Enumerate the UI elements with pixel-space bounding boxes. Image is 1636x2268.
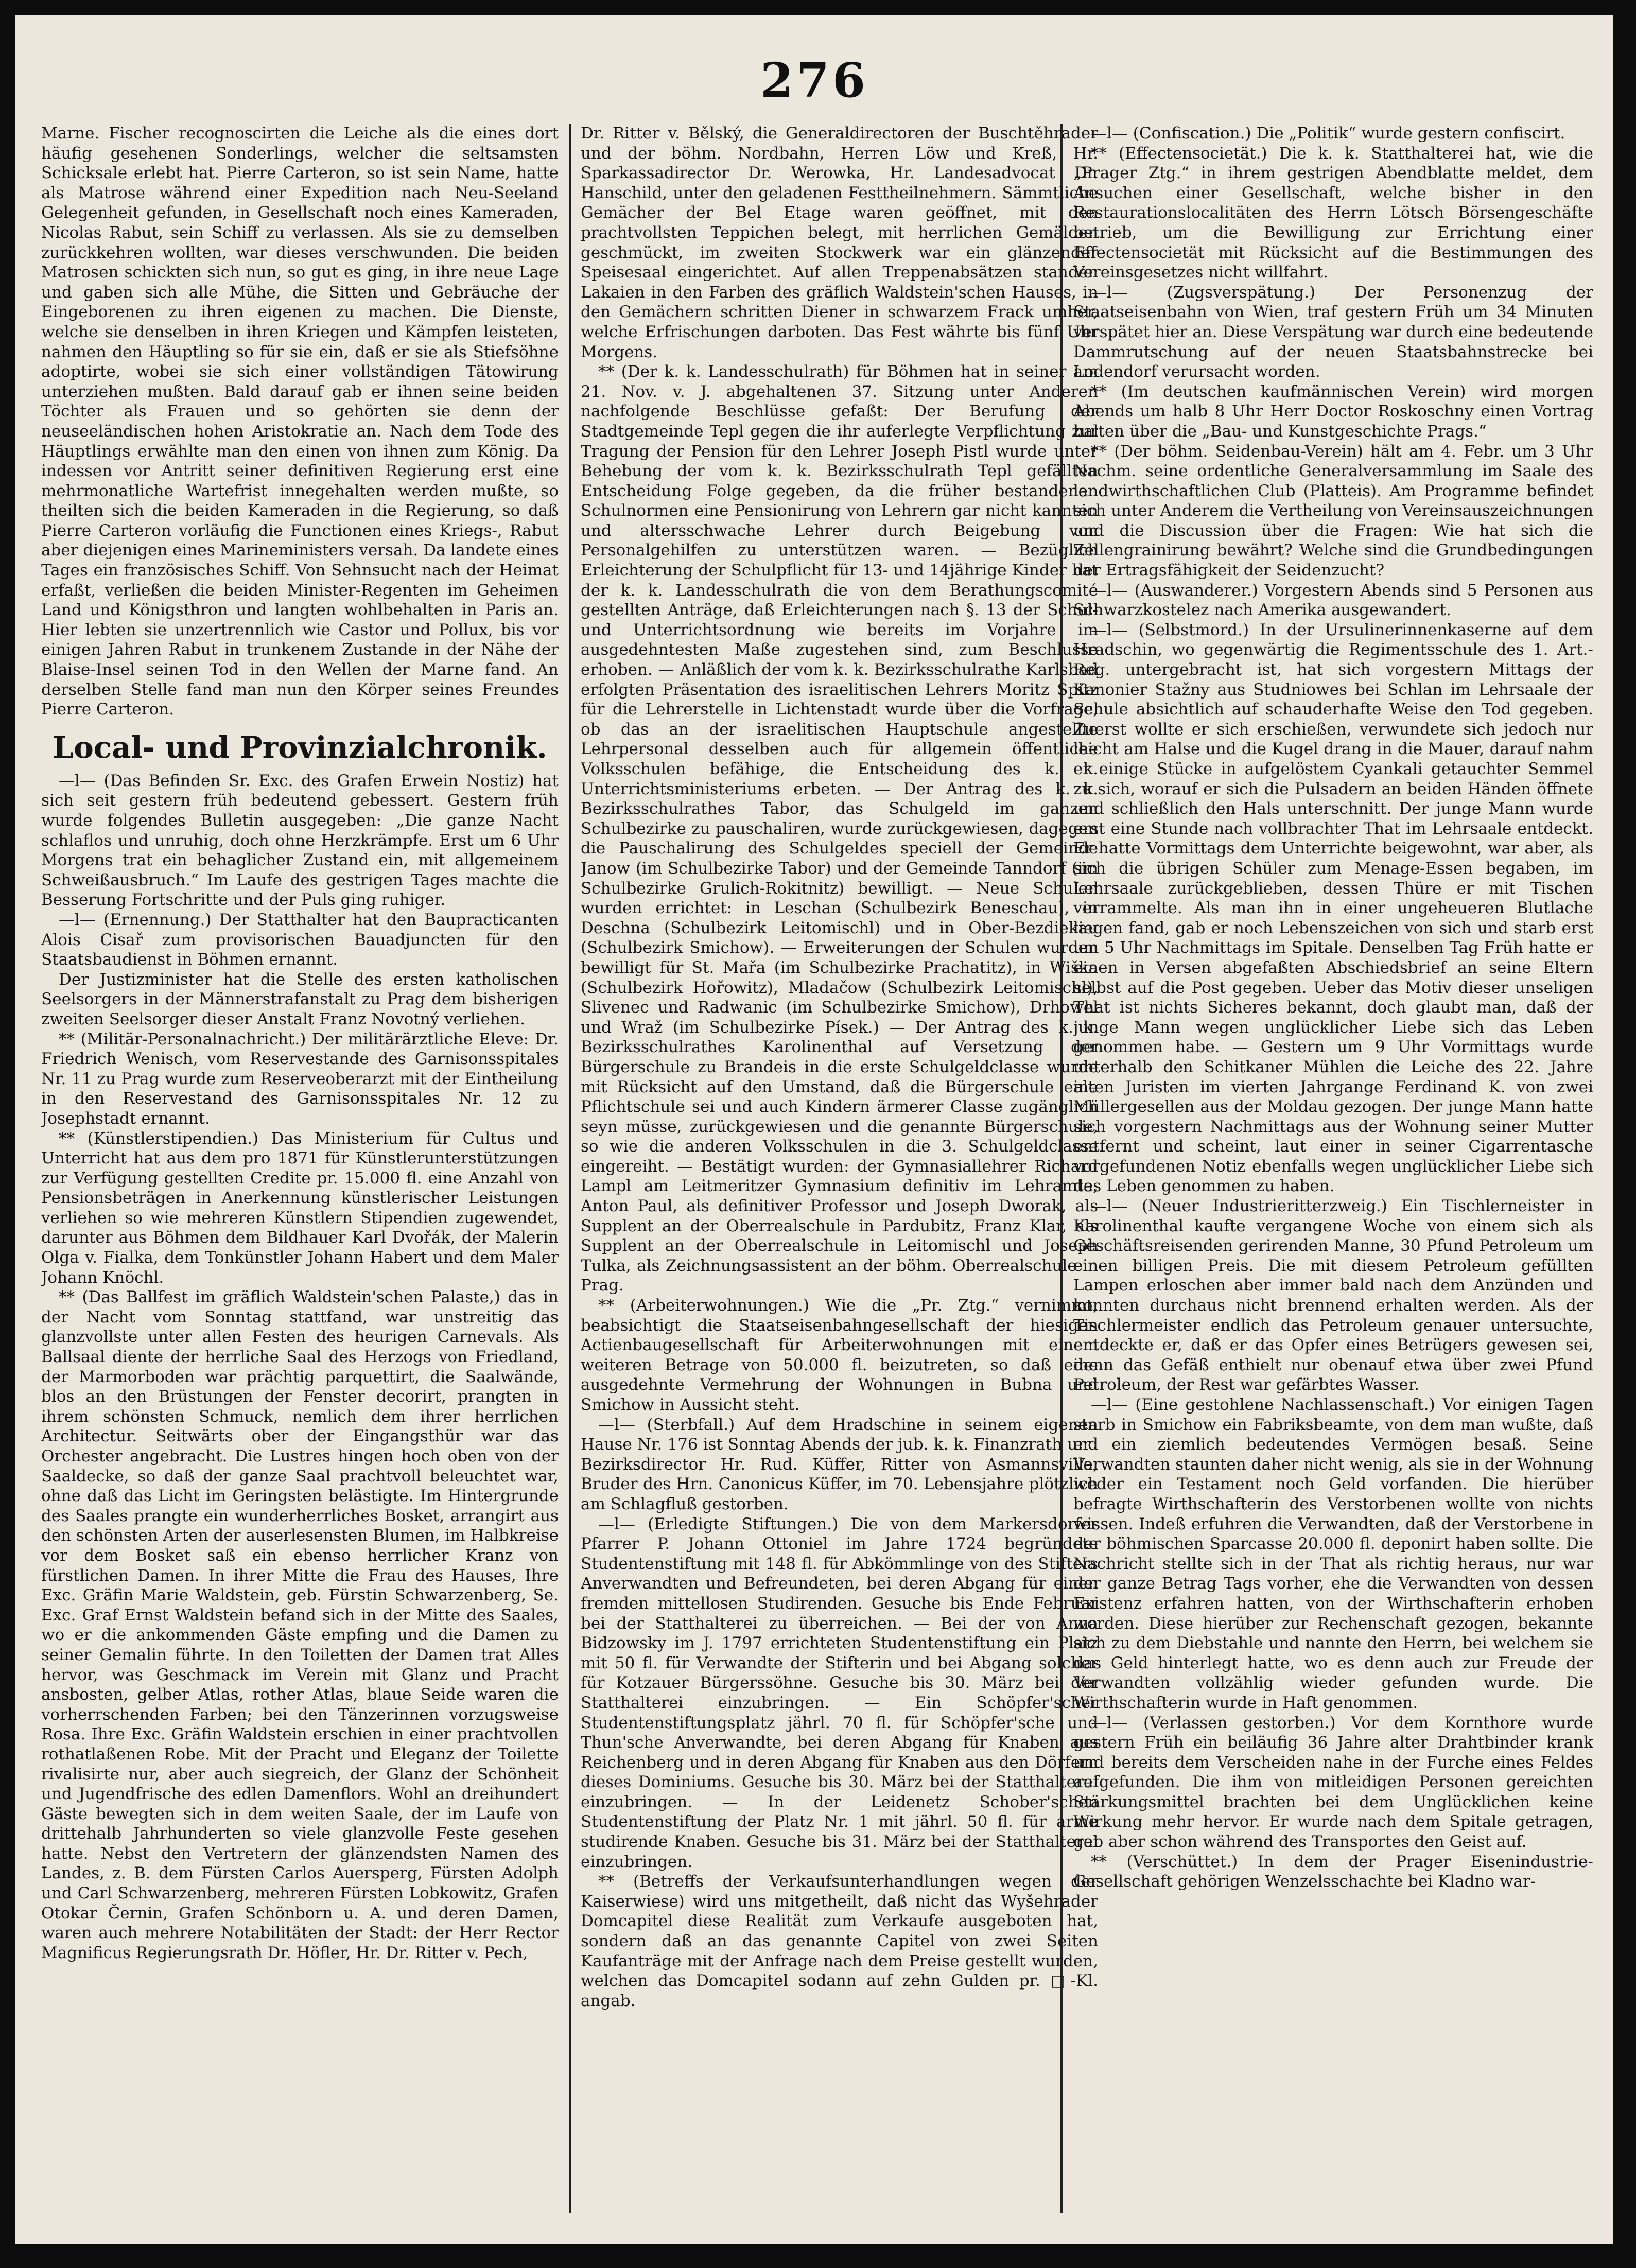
news-item-justice-minister: Der Justizminister hat die Stelle des ersten katholischen Seelsorgers in der Männerstrafanstalt zu Prag dem bisherigen zweiten Seelsorger dieser Anstalt Franz Novotný verliehen.: [41, 970, 559, 1028]
news-item-silk-society: ** (Der böhm. Seidenbau-Verein) hält am 4. Febr. um 3 Uhr Nachm. seine ordentliche Generalversammlung im Saale des landwirthschaftlichen Club (Platteis). Am Programme befindet sich unter Anderem die Vertheilung von Vereinsauszeichnungen und die Discussion über die Fragen: Wie hat sich die Zellengrainirung bewährt? Welche sind die Grundbedingungen der Ertragsfähigkeit der Seidenzucht?: [1073, 442, 1593, 580]
news-item-died-abandoned: —l— (Verlassen gestorben.) Vor dem Kornthore wurde gestern Früh ein beiläufig 36 Jahre alter Drahtbinder krank und bereits dem Verscheiden nahe in der Furche eines Feldes aufgefunden. Die ihm von mitleidigen Personen gereichten Stärkungsmittel brachten bei dem Unglücklichen keine Wirkung mehr hervor. Er wurde nach dem Spitale getragen, gab aber schon während des Transportes den Geist auf.: [1073, 1713, 1593, 1852]
news-item-emigrants: —l— (Auswanderer.) Vorgestern Abends sind 5 Personen aus Schwarzkostelez nach Amerika ausgewandert.: [1073, 581, 1593, 620]
news-item-kaiserwiese: ** (Betreffs der Verkaufsunterhandlungen wegen der Kaiserwiese) wird uns mitgetheilt, daß nicht das Wyšehrader Domcapitel diese Realität zum Verkaufe ausgeboten hat, sondern daß an das genannte Capitel von zwei Seiten Kaufanträge mit der Anfrage nach dem Preise gestellt wurden, welchen das Domcapitel sodann auf zehn Gulden pr. □-Kl. angab.: [581, 1872, 1098, 2010]
news-item-ball-waldstein: ** (Das Ballfest im gräflich Waldstein'schen Palaste,) das in der Nacht vom Sonntag stattfand, war unstreitig das glanzvollste unter allen Festen des heurigen Carnevals. Als Ballsaal diente der herrliche Saal des Herzogs von Friedland, der Marmorboden war prächtig parquettirt, die Saalwände, blos an den Brüstungen der Fenster decorirt, prangten in ihrem schönsten Schmuck, nemlich dem ihrer herrlichen Architectur. Seitwärts ober der Eingangsthür war das Orchester angebracht. Die Lustres hingen hoch oben von der Saaldecke, so daß der ganze Saal prachtvoll beleuchtet war, ohne daß das Licht im Geringsten belästigte. Im Hintergrunde des Saales prangte ein wunderherrliches Bosket, arrangirt aus den schönsten Arten der auserlesensten Blumen, im Halbkreise vor dem Bosket saß ein ebenso herrlicher Kranz von fürstlichen Damen. In ihrer Mitte die Frau des Hauses, Ihre Exc. Gräfin Marie Waldstein, geb. Fürstin Schwarzenberg, Se. Exc. Graf Ernst Waldstein befand sich in der Mitte des Saales, wo er die ankommenden Gäste empfing und die Damen zu seiner Gemalin führte. In den Toiletten der Damen trat Alles hervor, was Geschmack im Verein mit Glanz und Pracht ansbosten, gelber Atlas, rother Atlas, blaue Seide waren die vorherrschenden Farben; bei den Tänzerinnen vorzugsweise Rosa. Ihre Exc. Gräfin Waldstein erschien in einer prachtvollen rothatlaßenen Robe. Mit der Pracht und Eleganz der Toilette rivalisirte nur, aber auch siegreich, der Glanz der Schönheit und Jugendfrische des edlen Damenflors. Wohl an dreihundert Gäste bewegten sich in dem weiten Saale, der im Laufe von drittehalb Jahrhunderten so viele glanzvolle Feste gesehen hatte. Nebst den Vertretern der glänzendsten Namen des Landes, z. B. dem Fürsten Carlos Auersperg, Fürsten Adolph und Carl Schwarzenberg, mehreren Fürsten Lobkowitz, Grafen Otokar Černin, Grafen Schönborn u. A. und deren Damen, waren auch mehrere Notabilitäten der Stadt: der Herr Rector Magnificus Regierungsrath Dr. Höfler, Hr. Dr. Ritter v. Pech,: [41, 1288, 559, 1962]
news-item-death: —l— (Sterbfall.) Auf dem Hradschine in seinem eigenen Hause Nr. 176 ist Sonntag Abends der jub. k. k. Finanzrath und Bezirksdirector Hr. Rud. Küffer, Ritter von Asmannsvilla, Bruder des Hrn. Canonicus Küffer, im 70. Lebensjahre plötzlich am Schlagfluß gestorben.: [581, 1415, 1098, 1513]
news-item-confiscation: —l— (Confiscation.) Die „Politik“ wurde gestern confiscirt.: [1091, 124, 1565, 143]
column-rule-left: [569, 124, 571, 2213]
news-item-military-personnel: ** (Militär-Personalnachricht.) Der militärärztliche Eleve: Dr. Friedrich Wenisch, vom Reservestande des Garnisonsspitales Nr. 11 zu Prag wurde zum Reserveoberarzt mit der Eintheilung in den Reservestand des Garnisonsspitales Nr. 12 zu Josephstadt ernannt.: [41, 1030, 559, 1128]
news-item-stolen-estate: —l— (Eine gestohlene Nachlassenschaft.) Vor einigen Tagen starb in Smichow ein Fabriksbeamte, von dem man wußte, daß er ein ziemlich bedeutendes Vermögen besaß. Seine Verwandten staunten daher nicht wenig, als sie in der Wohnung weder ein Testament noch Geld vorfanden. Die hierüber befragte Wirthschafterin des Verstorbenen wollte von nichts wissen. Indeß erfuhren die Verwandten, daß der Verstorbene in der böhmischen Sparcasse 20.000 fl. deponirt haben sollte. Die Nachricht stellte sich in der That als richtig heraus, nur war der ganze Betrag Tags vorher, ehe die Verwandten von dessen Existenz erfahren hatten, von der Wirthschafterin erhoben worden. Diese hierüber zur Rechenschaft gezogen, bekannte sich zu dem Diebstahle und nannte den Herrn, bei welchem sie das Geld hinterlegt hatte, wo es denn auch zur Freude der Verwandten vollzählig wieder gefunden wurde. Die Wirthschafterin wurde in Haft genommen.: [1073, 1395, 1593, 1712]
news-item-fraud: —l— (Neuer Industrieritterzweig.) Ein Tischlerneister in Karolinenthal kaufte vergangene Woche von einem sich als Geschäftsreisenden gerirenden Manne, 30 Pfund Petroleum um einen billigen Preis. Die mit diesem Petroleum gefüllten Lampen erloschen aber immer bald nach dem Anzünden und konnten durchaus nicht brennend erhalten werden. Als der Tischlermeister endlich das Petroleum genauer untersuchte, entdeckte er, daß er das Opfer eines Betrügers gewesen sei, denn das Gefäß enthielt nur obenauf etwa über zwei Pfund Petroleum, der Rest war gefärbtes Wasser.: [1073, 1197, 1593, 1394]
section-heading: Local- und Provinzialchronik.: [53, 729, 547, 765]
news-item-count-nostiz: —l— (Das Befinden Sr. Exc. des Grafen Erwein Nostiz) hat sich seit gestern früh bedeutend gebessert. Gestern früh wurde folgendes Bulletin ausgegeben: „Die ganze Nacht schlaflos und unruhig, doch ohne Herzkrämpfe. Erst um 6 Uhr Morgens trat ein behaglicher Zustand ein, mit allgemeinem Schweißausbruch.“ Im Laufe des gestrigen Tages machte die Besserung Fortschritte und der Puls ging ruhiger.: [41, 771, 559, 910]
news-item-worker-housing: ** (Arbeiterwohnungen.) Wie die „Pr. Ztg.“ vernimmt, beabsichtigt die Staatseisenbahngesellschaft der hiesigen Actienbaugesellschaft für Arbeiterwohnungen mit einem weiteren Betrage von 50.000 fl. beizutreten, so daß eine ausgedehnte Vermehrung der Wohnungen in Bubna und Smichow in Aussicht steht.: [581, 1296, 1098, 1414]
news-item-foundations: —l— (Erledigte Stiftungen.) Die von dem Markersdorfer Pfarrer P. Johann Ottoniel im Jahre 1724 begründete Studentenstiftung mit 148 fl. für Abkömmlinge von des Stifters Anverwandten und Befreundeten, bei deren Abgang für einen fremden mittellosen Studirenden. Gesuche bis Ende Februar bei der Statthalterei zu überreichen. — Bei der von Anna Bidzowsky im J. 1797 errichteten Studentenstiftung ein Platz mit 50 fl. für Verwandte der Stifterin und bei Abgang solcher für Kotzauer Bürgerssöhne. Gesuche bis 30. März bei der Statthalterei einzubringen. — Ein Schöpfer'scher Studentenstiftungsplatz jährl. 70 fl. für Schöpfer'sche und Thun'sche Anverwandte, bei deren Abgang für Knaben aus Reichenberg und in deren Abgang für Knaben aus den Dörfern dieses Dominiums. Gesuche bis 30. März bei der Statthalterei einzubringen. — In der Leidenetz Schober'schen Studentenstiftung der Platz Nr. 1 mit jährl. 50 fl. für arme studirende Knaben. Gesuche bis 31. März bei der Statthalterei einzubringen.: [581, 1514, 1098, 1871]
column-1: [41, 124, 559, 2213]
news-item-train-delay: —l— (Zugsverspätung.) Der Personenzug der Staatseisenbahn von Wien, traf gestern Früh um 34 Minuten verspätet hier an. Diese Verspätung war durch eine bedeutende Dammrutschung auf der neuen Staatsbahnstrecke bei Lodendorf verursacht worden.: [1073, 283, 1593, 381]
column-3: [1073, 124, 1593, 2213]
news-item-effects-society: ** (Effectensocietät.) Die k. k. Statthalterei hat, wie die „Prager Ztg.“ in ihrem gestrigen Abendblatte meldet, dem Ansuchen einer Gesellschaft, welche bisher in den Restaurationslocalitäten des Herrn Lötsch Börsengeschäfte betrieb, um die Bewilligung zur Errichtung einer Effectensocietät mit Rücksicht auf die Bestimmungen des Vereinsgesetzes nicht willfahrt.: [1073, 144, 1593, 282]
news-item-artist-stipends: ** (Künstlerstipendien.) Das Ministerium für Cultus und Unterricht hat aus dem pro 1871 für Künstlerunterstützungen zur Verfügung gestellten Credite pr. 15.000 fl. eine Anzahl von Pensionsbeträgen in Anerkennung künstlerischer Leistungen verliehen so wie mehreren Künstlern Stipendien zugewendet, darunter aus Böhmen dem Bildhauer Karl Dvořák, der Malerin Olga v. Fialka, dem Tonkünstler Johann Habert und dem Maler Johann Knöchl.: [41, 1129, 559, 1287]
column-2: [581, 124, 1098, 2213]
news-item-appointment: —l— (Ernennung.) Der Statthalter hat den Baupracticanten Alois Cisař zum provisorischen Bauadjuncten für den Staatsbaudienst in Böhmen ernannt.: [41, 910, 559, 969]
news-item-suicide: —l— (Selbstmord.) In der Ursulinerinnenkaserne auf dem Hradschin, wo gegenwärtig die Regimentsschule des 1. Art.-Reg. untergebracht ist, hat sich vorgestern Mittags der Kanonier Stažny aus Studniowes bei Schlan im Lehrsaale der Schule absichtlich auf schauderhafte Weise den Tod gegeben. Zuerst wollte er sich erschießen, verwundete sich jedoch nur leicht am Halse und die Kugel drang in die Mauer, darauf nahm er einige Stücke in aufgelöstem Cyankali getauchter Semmel zu sich, worauf er sich die Pulsadern an beiden Händen öffnete und schließlich den Hals unterschnitt. Der junge Mann wurde erst eine Stunde nach vollbrachter That im Lehrsaale entdeckt. Er hatte Vormittags dem Unterrichte beigewohnt, war aber, als sich die übrigen Schüler zum Menage-Essen begaben, im Lehrsaale zurückgeblieben, dessen Thüre er mit Tischen verrammelte. Als man ihn in einer ungeheueren Blutlache liegen fand, gab er noch Lebenszeichen von sich und starb erst um 5 Uhr Nachmittags im Spitale. Denselben Tag Früh hatte er einen in Versen abgefaßten Abschiedsbrief an seine Eltern selbst auf die Post gegeben. Ueber das Motiv dieser unseligen That ist nichts Sicheres bekannt, doch glaubt man, daß der junge Mann wegen unglücklicher Liebe sich das Leben genommen habe. — Gestern um 9 Uhr Vormittags wurde unterhalb den Schitkaner Mühlen die Leiche des 22. Jahre alten Juristen im vierten Jahrgange Ferdinand K. von zwei Müllergesellen aus der Moldau gezogen. Der junge Mann hatte sich vorgestern Nachmittags aus der Wohnung seiner Mutter entfernt und scheint, laut einer in seiner Cigarrentasche vorgefundenen Notiz ebenfalls wegen unglücklicher Liebe sich das Leben genommen zu haben.: [1073, 620, 1593, 1196]
news-item-school-council: ** (Der k. k. Landesschulrath) für Böhmen hat in seiner am 21. Nov. v. J. abgehaltenen 37. Sitzung unter Anderen nachfolgende Beschlüsse gefaßt: Der Berufung der Stadtgemeinde Tepl gegen die ihr auferlegte Verpflichtung zur Tragung der Pension für den Lehrer Joseph Pistl wurde unter Behebung der vom k. k. Bezirksschulrath Tepl gefällten Entscheidung Folge gegeben, da die früher bestandenen Schulnormen eine Pensionirung von Lehrern gar nicht kannten und altersschwache Lehrer durch Beigebung von Personalgehilfen zu unterstützen waren. — Bezüglich Erleichterung der Schulpflicht für 13- und 14jährige Kinder hat der k. k. Landesschulrath die von dem Berathungscomité gestellten Anträge, daß Erleichterungen nach §. 13 der Schul- und Unterrichtsordnung wie bereits im Vorjahre im ausgedehntesten Maße zugestehen sind, zum Beschlusse erhoben. — Anläßlich der vom k. k. Bezirksschulrathe Karlsbad erfolgten Präsentation des israelitischen Lehrers Moritz Spitz für die Lehrerstelle in Lichtenstadt wurde über die Vorfrage, ob das an der israelitischen Hauptschule angestellte Lehrpersonal desselben auch für allgemein öffentliche Volksschulen befähige, die Entscheidung des k. k. Unterrichtsministeriums erbeten. — Der Antrag des k. k. Bezirksschulrathes Tabor, das Schulgeld im ganzen Schulbezirke zu pauschaliren, wurde zurückgewiesen, dagegen die Pauschalirung des Schulgeldes speciell der Gemeinde Janow (im Schulbezirke Tabor) und der Gemeinde Tanndorf (im Schulbezirke Grulich-Rokitnitz) bewilligt. — Neue Schulen wurden errichtet: in Leschan (Schulbezirk Beneschau), in Deschna (Schulbezirk Leitomischl) und in Ober-Bezdiekau (Schulbezirk Smichow). — Erweiterungen der Schulen wurden bewilligt für St. Mařa (im Schulbezirke Prachatitz), in Wiška (Schulbezirk Hořowitz), Mladačow (Schulbezirk Leitomischl), Slivenec und Radwanic (im Schulbezirke Smichow), Drhowel und Wraž (im Schulbezirke Písek.) — Der Antrag des k. k. Bezirksschulrathes Karolinenthal auf Versetzung der Bürgerschule zu Brandeis in die erste Schulgeldclasse wurde mit Rücksicht auf den Umstand, daß die Bürgerschule eine Pflichtschule sei und auch Kindern ärmerer Classe zugänglich seyn müsse, zurückgewiesen und die genannte Bürgerschule, so wie die anderen Volksschulen in die 3. Schulgeldclasse eingereiht. — Bestätigt wurden: der Gymnasiallehrer Richard Lampl am Leitmeritzer Gymnasium definitiv im Lehramte, Anton Paul, als definitiver Professor und Joseph Dworak, als Supplent an der Oberrealschule in Pardubitz, Franz Klar, als Supplent an der Oberrealschule in Leitomischl und Joseph Tulka, als Zeichnungsassistent an der böhm. Oberrealschule in Prag.: [581, 362, 1098, 1295]
news-item-merchant-club: ** (Im deutschen kaufmännischen Verein) wird morgen Abends um halb 8 Uhr Herr Doctor Roskoschny einen Vortrag halten über die „Bau- und Kunstgeschichte Prags.“: [1073, 382, 1593, 441]
newspaper-page: [15, 15, 1613, 2244]
page-number: 276: [760, 53, 869, 108]
news-item-ball-continuation: Dr. Ritter v. Bělský, die Generaldirectoren der Buschtěhrader und der böhm. Nordbahn, Herren Löw und Kreß, Hr. Sparkassadirector Dr. Werowka, Hr. Landesadvocat Dr. Hanschild, unter den geladenen Festtheilnehmern. Sämmtliche Gemächer der Bel Etage waren geöffnet, mit den prachtvollsten Teppichen belegt, mit herrlichen Gemälden geschmückt, im zweiten Stockwerk war ein glänzender Speisesaal eingerichtet. Auf allen Treppenabsätzen standen Lakaien in den Farben des gräflich Waldstein'schen Hauses, in den Gemächern schritten Diener in schwarzem Frack umher, welche Erfrischungen darboten. Das Fest währte bis fünf Uhr Morgens.: [581, 124, 1098, 361]
article-continuation: Marne. Fischer recognoscirten die Leiche als die eines dort häufig gesehenen Sonderlings, welcher die seltsamsten Schicksale erlebt hat. Pierre Carteron, so ist sein Name, hatte als Matrose während einer Expedition nach Neu-Seeland Gelegenheit gefunden, in Gesellschaft noch eines Kameraden, Nicolas Rabut, sein Schiff zu verlassen. Als sie zu demselben zurückkehren wollten, war dieses verschwunden. Die beiden Matrosen schickten sich nun, so gut es ging, in ihre neue Lage und gaben sich alle Mühe, die Sitten und Gebräuche der Eingeborenen zu ihren eigenen zu machen. Die Dienste, welche sie denselben in ihren Kriegen und Kämpfen leisteten, nahmen den Häuptling so für sie ein, daß er sie als Stiefsöhne adoptirte, wobei sie sich einer vollständigen Tätowirung unterziehen mußten. Bald darauf gab er ihnen seine beiden Töchter als Frauen und so gehörten sie denn der neuseeländischen hohen Aristokratie an. Nach dem Tode des Häuptlings erwählte man den einen von ihnen zum König. Da indessen vor Antritt seiner definitiven Regierung erst eine mehrmonatliche Wartefrist innegehalten werden mußte, so theilten sich die beiden Kameraden in die Regierung, so daß Pierre Carteron vorläufig die Functionen eines Kriegs-, Rabut aber diejenigen eines Marineministers versah. Da landete eines Tages ein französisches Schiff. Von Sehnsucht nach der Heimat erfaßt, verließen die beiden Minister-Regenten im Geheimen Land und Königsthron und langten wohlbehalten in Paris an. Hier lebten sie unzertrennlich wie Castor und Pollux, bis vor einigen Jahren Rabut in trunkenem Zustande in der Nähe der Blaise-Insel seinen Tod in den Wellen der Marne fand. An derselben Stelle fand man nun den Körper seines Freundes Pierre Carteron.: [41, 124, 559, 719]
news-item-buried: ** (Verschüttet.) In dem der Prager Eisenindustrie-Gesellschaft gehörigen Wenzelsschachte bei Kladno war-: [1073, 1852, 1593, 1891]
